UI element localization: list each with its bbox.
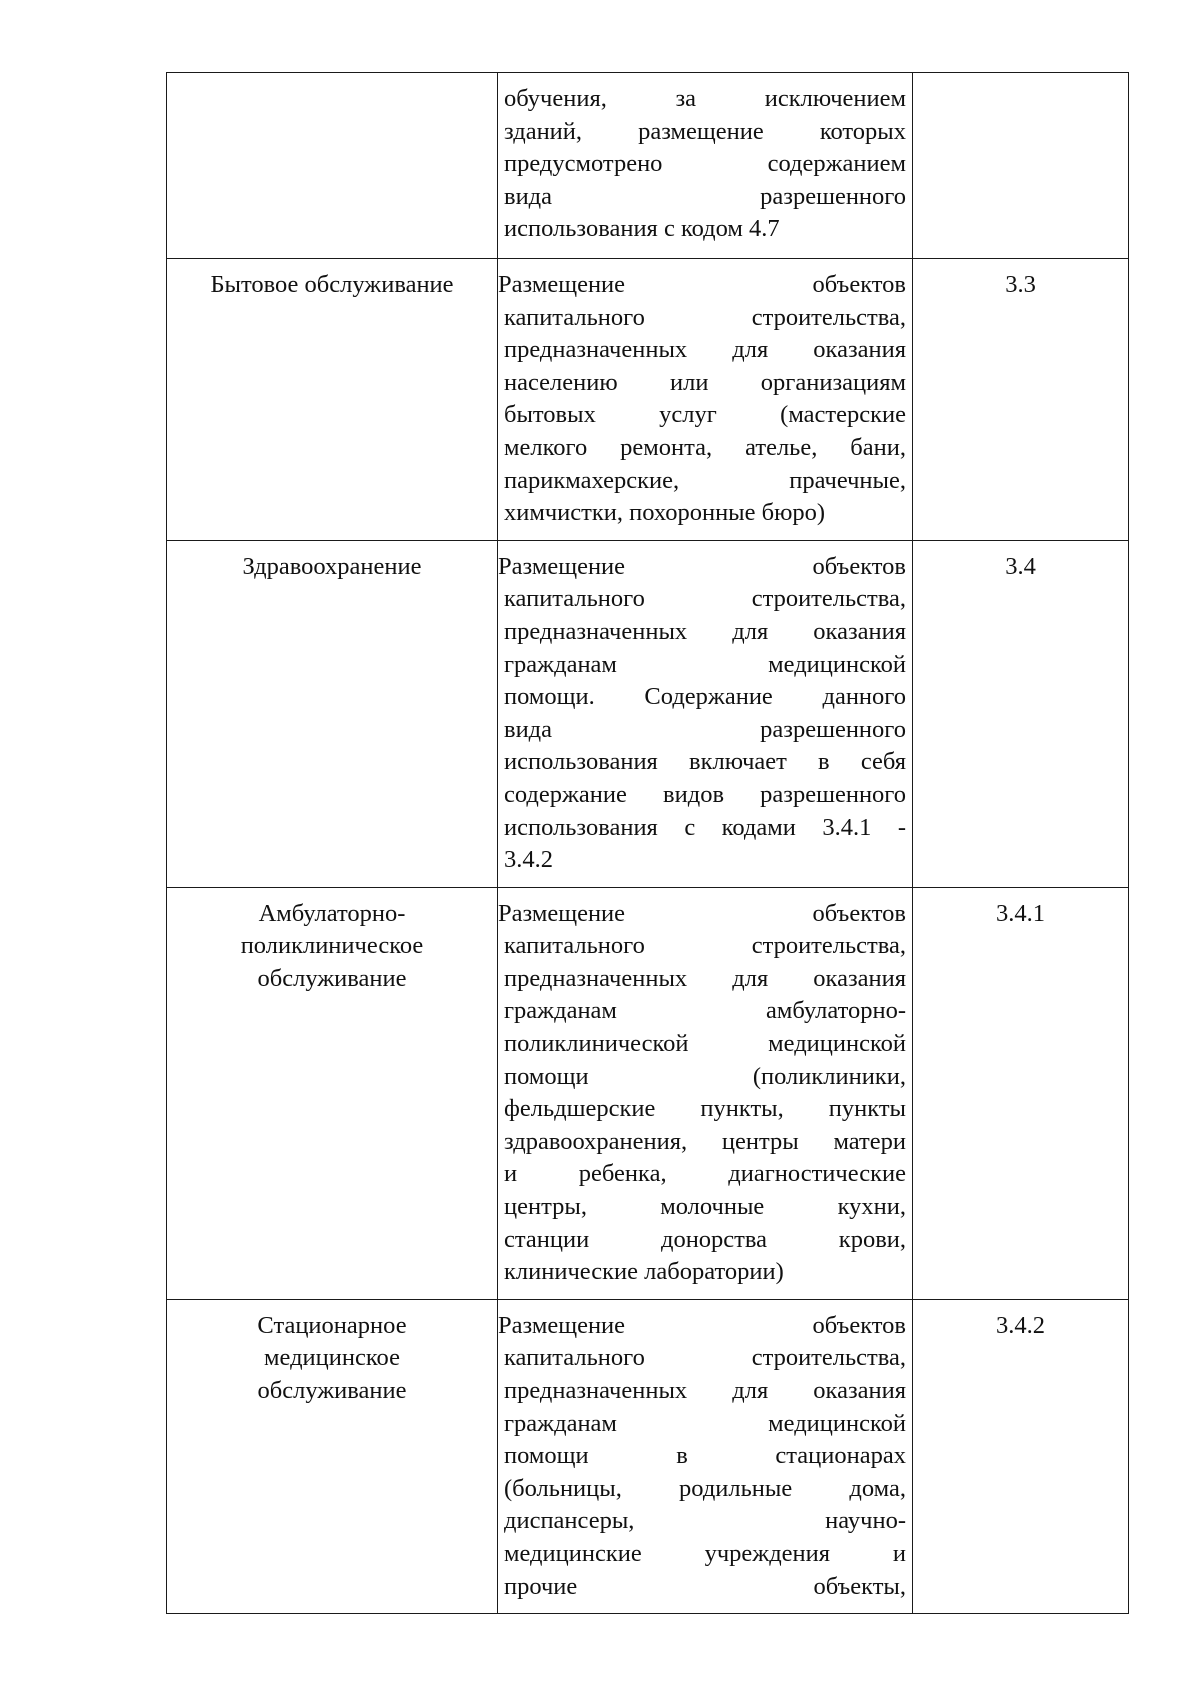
- use-type-code: 3.4: [1005, 552, 1036, 580]
- description-line: прочие объекты,: [504, 1572, 906, 1600]
- description-line: Размещение объектов: [498, 552, 906, 580]
- description-line: Размещение объектов: [498, 271, 906, 298]
- use-type-name-line: медицинское: [264, 1344, 400, 1372]
- use-type-code-cell: [913, 259, 1129, 541]
- description-line: Размещение объектов: [498, 1311, 906, 1339]
- description-line: здравоохранения, центры матери: [504, 1127, 906, 1155]
- description-line: предназначенных для оказания: [504, 336, 906, 364]
- use-type-code-cell: [913, 887, 1129, 1299]
- description-line: капитального строительства,: [504, 932, 906, 960]
- use-type-code: 3.4.2: [996, 1311, 1045, 1339]
- use-type-code-cell: [913, 73, 1129, 259]
- description-line: предусмотрено содержанием: [504, 150, 906, 178]
- description-line: станции донорства крови,: [504, 1225, 906, 1253]
- description-line: гражданам амбулаторно-: [504, 997, 906, 1025]
- description-line: (больницы, родильные дома,: [504, 1474, 906, 1502]
- description-line: Размещение объектов: [498, 899, 906, 927]
- use-type-name-cell: [167, 887, 498, 1299]
- description-line: помощи. Содержание данного: [504, 683, 906, 711]
- use-type-name-cell: [167, 1299, 498, 1613]
- description-line: населению или организациям: [504, 368, 906, 396]
- description-line: использования с кодом 4.7: [504, 215, 780, 243]
- table-row: [167, 259, 1129, 541]
- table-body: [167, 73, 1129, 1614]
- use-type-code: [921, 83, 1120, 116]
- use-type-name-line: обслуживание: [257, 964, 407, 992]
- description-line: помощи (поликлиники,: [504, 1062, 906, 1090]
- use-type-description-cell: [498, 259, 913, 541]
- table-row: [167, 73, 1129, 259]
- use-type-name-line: поликлиническое: [240, 932, 424, 960]
- use-type-name-line: Бытовое обслуживание: [210, 271, 454, 298]
- description-line: капитального строительства,: [504, 1344, 906, 1372]
- use-type-code-cell: [913, 540, 1129, 887]
- description-line: помощи в стационарах: [504, 1442, 906, 1470]
- table-row: [167, 1299, 1129, 1613]
- description-line: клинические лаборатории): [504, 1258, 784, 1286]
- description-line: вида разрешенного: [504, 182, 906, 210]
- land-use-table: [166, 72, 1129, 1614]
- use-type-name-cell: [167, 73, 498, 259]
- use-type-code: 3.3: [1005, 271, 1036, 298]
- use-type-name-line: Здравоохранение: [242, 552, 422, 580]
- description-line: диспансеры, научно-: [504, 1507, 906, 1535]
- description-line: обучения, за исключением: [504, 85, 906, 112]
- description-line: и ребенка, диагностические: [504, 1160, 906, 1188]
- description-line: медицинские учреждения и: [504, 1539, 906, 1567]
- description-line: капитального строительства,: [504, 585, 906, 613]
- description-line: использования с кодами 3.4.1 -: [504, 813, 906, 841]
- description-line: бытовых услуг (мастерские: [504, 401, 906, 429]
- description-line: гражданам медицинской: [504, 1409, 906, 1437]
- use-type-code: 3.4.1: [996, 899, 1045, 927]
- description-line: гражданам медицинской: [504, 650, 906, 678]
- description-line: химчистки, похоронные бюро): [504, 499, 826, 527]
- use-type-description-cell: [498, 1299, 913, 1613]
- description-line: мелкого ремонта, ателье, бани,: [504, 433, 906, 461]
- use-type-name-cell: [167, 259, 498, 541]
- description-line: центры, молочные кухни,: [504, 1193, 906, 1221]
- use-type-name-line: Стационарное: [257, 1311, 407, 1339]
- description-line: предназначенных для оказания: [504, 964, 906, 992]
- description-line: поликлинической медицинской: [504, 1030, 906, 1058]
- description-line: капитального строительства,: [504, 303, 906, 331]
- description-line: парикмахерские, прачечные,: [504, 466, 906, 494]
- table-row: [167, 887, 1129, 1299]
- description-line: фельдшерские пункты, пункты: [504, 1095, 906, 1123]
- use-type-description-cell: [498, 540, 913, 887]
- description-line: предназначенных для оказания: [504, 617, 906, 645]
- use-type-description-cell: [498, 887, 913, 1299]
- description-line: содержание видов разрешенного: [504, 780, 906, 808]
- use-type-name-line: Амбулаторно-: [258, 899, 406, 927]
- description-line: зданий, размещение которых: [504, 117, 906, 145]
- description-line: вида разрешенного: [504, 715, 906, 743]
- use-type-name-line: обслуживание: [257, 1377, 407, 1404]
- description-line: использования включает в себя: [504, 748, 906, 776]
- use-type-name-cell: [167, 540, 498, 887]
- description-line: 3.4.2: [504, 846, 553, 874]
- description-line: предназначенных для оказания: [504, 1377, 906, 1404]
- table-row: [167, 540, 1129, 887]
- use-type-description-cell: [498, 73, 913, 259]
- use-type-code-cell: [913, 1299, 1129, 1613]
